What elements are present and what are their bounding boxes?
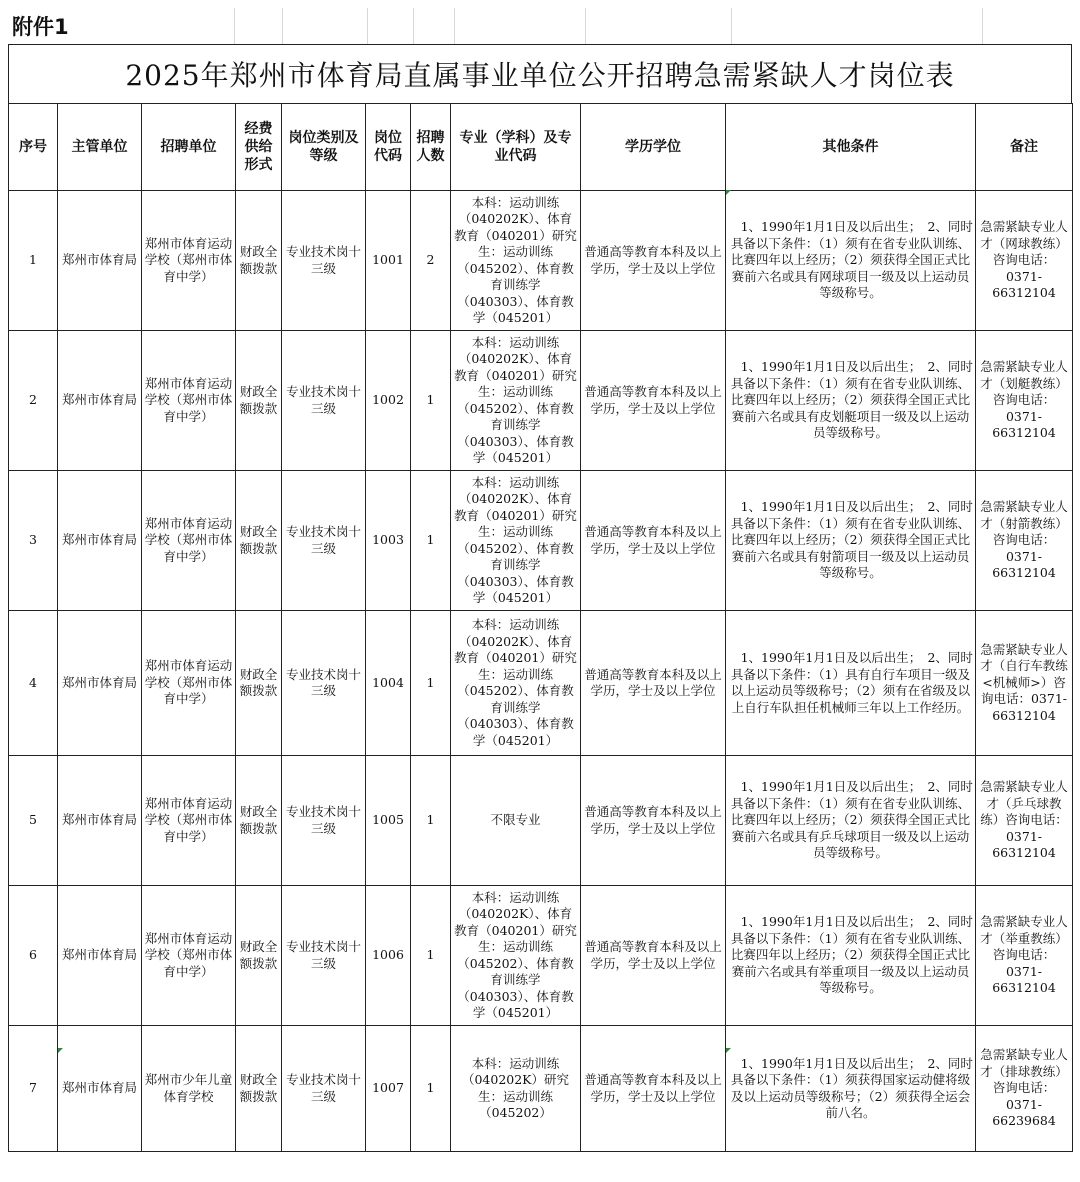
cell-education: 普通高等教育本科及以上学历，学士及以上学位 xyxy=(581,886,726,1026)
cell-major: 本科：运动训练（040202K）、体育教育（040201）研究生：运动训练（045202）、体育教育训练学（040303）、体育教学（045201） xyxy=(451,331,581,471)
table-row xyxy=(9,191,1073,331)
cell-conditions: 1、1990年1月1日及以后出生； 2、同时具备以下条件：（1）具有自行车项目一级及以上运动员等级称号；（2）须有在省级及以上自行车队担任机械师三年以上工作经历。 xyxy=(726,611,976,756)
header-row-gridlines xyxy=(8,8,1072,44)
page-title: 2025年郑州市体育局直属事业单位公开招聘急需紧缺人才岗位表 xyxy=(8,44,1072,103)
cell-authority: 郑州市体育局 xyxy=(58,191,142,331)
cell-major: 本科：运动训练（040202K）、体育教育（040201）研究生：运动训练（045202）、体育教育训练学（040303）、体育教学（045201） xyxy=(451,191,581,331)
cell-conditions: 1、1990年1月1日及以后出生； 2、同时具备以下条件：（1）须获得国家运动健将级及以上运动员等级称号；（2）须获得全运会前八名。 xyxy=(726,1026,976,1152)
header-funding: 经费供给形式 xyxy=(236,104,282,191)
cell-major: 本科：运动训练（040202K）、体育教育（040201）研究生：运动训练（045202）、体育教育训练学（040303）、体育教学（045201） xyxy=(451,886,581,1026)
cell-comment-marker xyxy=(58,1048,63,1053)
header-code: 岗位代码 xyxy=(366,104,411,191)
remark-title: 急需紧缺专业人才（划艇教练） xyxy=(980,359,1068,391)
remark-label: 咨询电话： xyxy=(992,1080,1056,1096)
cell-seq: 1 xyxy=(9,191,58,331)
table-row xyxy=(9,471,1073,611)
cell-funding: 财政全额拨款 xyxy=(236,886,282,1026)
cell-authority: 郑州市体育局 xyxy=(58,756,142,886)
cell-education: 普通高等教育本科及以上学历，学士及以上学位 xyxy=(581,471,726,611)
cell-conditions: 1、1990年1月1日及以后出生； 2、同时具备以下条件：（1）须有在省专业队训练、比赛四年以上经历；（2）须获得全国正式比赛前六名或具有乒乓球项目一级及以上运动员等级称号。 xyxy=(726,756,976,886)
cell-education: 普通高等教育本科及以上学历，学士及以上学位 xyxy=(581,756,726,886)
attachment-label-row xyxy=(8,8,1072,44)
remark-title: 急需紧缺专业人才（射箭教练） xyxy=(980,499,1068,531)
cell-remark xyxy=(976,756,1073,886)
remark-label: 咨询电话： xyxy=(992,532,1056,548)
cell-education: 普通高等教育本科及以上学历，学士及以上学位 xyxy=(581,191,726,331)
cell-code: 1004 xyxy=(366,611,411,756)
table-header-row xyxy=(9,104,1073,191)
header-count: 招聘人数 xyxy=(411,104,451,191)
cell-remark xyxy=(976,191,1073,331)
cell-funding: 财政全额拨款 xyxy=(236,756,282,886)
header-conditions: 其他条件 xyxy=(726,104,976,191)
cell-education: 普通高等教育本科及以上学历，学士及以上学位 xyxy=(581,1026,726,1152)
positions-table xyxy=(8,103,1073,1152)
remark-title: 急需紧缺专业人才（网球教练） xyxy=(980,219,1068,251)
cell-funding: 财政全额拨款 xyxy=(236,471,282,611)
spreadsheet-sheet xyxy=(8,8,1072,1152)
remark-phone: 0371-66312104 xyxy=(992,408,1056,441)
cell-conditions: 1、1990年1月1日及以后出生； 2、同时具备以下条件：（1）须有在省专业队训练、比赛四年以上经历；（2）须获得全国正式比赛前六名或具有网球项目一级及以上运动员等级称号。 xyxy=(726,191,976,331)
remark-phone: 0371-66312104 xyxy=(992,268,1056,301)
cell-authority: 郑州市体育局 xyxy=(58,611,142,756)
cell-code: 1006 xyxy=(366,886,411,1026)
header-seq: 序号 xyxy=(9,104,58,191)
remark-title: 急需紧缺专业人才（自行车教练<机械师>） xyxy=(980,641,1068,690)
header-authority: 主管单位 xyxy=(58,104,142,191)
cell-category: 专业技术岗十三级 xyxy=(282,191,366,331)
cell-seq: 7 xyxy=(9,1026,58,1152)
cell-code: 1003 xyxy=(366,471,411,611)
cell-unit: 郑州市体育运动学校（郑州市体育中学） xyxy=(142,756,236,886)
remark-label: 咨询电话： xyxy=(980,674,1066,707)
cell-major: 本科：运动训练（040202K）研究生：运动训练（045202） xyxy=(451,1026,581,1152)
cell-education: 普通高等教育本科及以上学历，学士及以上学位 xyxy=(581,611,726,756)
cell-seq: 5 xyxy=(9,756,58,886)
cell-major: 本科：运动训练（040202K）、体育教育（040201）研究生：运动训练（045202）、体育教育训练学（040303）、体育教学（045201） xyxy=(451,471,581,611)
header-unit: 招聘单位 xyxy=(142,104,236,191)
header-major: 专业（学科）及专业代码 xyxy=(451,104,581,191)
remark-phone: 0371-66312104 xyxy=(992,691,1068,723)
cell-funding: 财政全额拨款 xyxy=(236,1026,282,1152)
remark-phone: 0371-66239684 xyxy=(992,1096,1056,1129)
remark-label: 咨询电话： xyxy=(992,252,1056,268)
cell-count: 1 xyxy=(411,756,451,886)
cell-seq: 3 xyxy=(9,471,58,611)
cell-count: 1 xyxy=(411,1026,451,1152)
cell-authority: 郑州市体育局 xyxy=(58,471,142,611)
table-row xyxy=(9,756,1073,886)
remark-title: 急需紧缺专业人才（举重教练） xyxy=(980,914,1068,946)
cell-seq: 2 xyxy=(9,331,58,471)
cell-funding: 财政全额拨款 xyxy=(236,611,282,756)
cell-remark xyxy=(976,331,1073,471)
remark-label: 咨询电话： xyxy=(992,947,1056,963)
cell-seq: 6 xyxy=(9,886,58,1026)
remark-title: 急需紧缺专业人才（排球教练） xyxy=(980,1047,1068,1079)
cell-authority: 郑州市体育局 xyxy=(58,886,142,1026)
cell-conditions: 1、1990年1月1日及以后出生； 2、同时具备以下条件：（1）须有在省专业队训练、比赛四年以上经历；（2）须获得全国正式比赛前六名或具有举重项目一级及以上运动员等级称号。 xyxy=(726,886,976,1026)
cell-major: 不限专业 xyxy=(451,756,581,886)
cell-unit: 郑州市体育运动学校（郑州市体育中学） xyxy=(142,471,236,611)
cell-category: 专业技术岗十三级 xyxy=(282,611,366,756)
cell-funding: 财政全额拨款 xyxy=(236,331,282,471)
cell-count: 1 xyxy=(411,471,451,611)
cell-code: 1001 xyxy=(366,191,411,331)
cell-funding: 财政全额拨款 xyxy=(236,191,282,331)
cell-education: 普通高等教育本科及以上学历，学士及以上学位 xyxy=(581,331,726,471)
header-category: 岗位类别及等级 xyxy=(282,104,366,191)
cell-code: 1005 xyxy=(366,756,411,886)
cell-authority: 郑州市体育局 xyxy=(58,1026,142,1152)
cell-conditions: 1、1990年1月1日及以后出生； 2、同时具备以下条件：（1）须有在省专业队训练、比赛四年以上经历；（2）须获得全国正式比赛前六名或具有射箭项目一级及以上运动员等级称号。 xyxy=(726,471,976,611)
cell-count: 1 xyxy=(411,331,451,471)
cell-seq: 4 xyxy=(9,611,58,756)
table-row xyxy=(9,611,1073,756)
cell-remark xyxy=(976,886,1073,1026)
cell-comment-marker xyxy=(726,1048,731,1053)
cell-code: 1007 xyxy=(366,1026,411,1152)
cell-category: 专业技术岗十三级 xyxy=(282,471,366,611)
table-row xyxy=(9,1026,1073,1152)
cell-category: 专业技术岗十三级 xyxy=(282,886,366,1026)
remark-phone: 0371-66312104 xyxy=(992,828,1056,861)
table-row xyxy=(9,886,1073,1026)
cell-remark xyxy=(976,1026,1073,1152)
cell-count: 2 xyxy=(411,191,451,331)
cell-unit: 郑州市体育运动学校（郑州市体育中学） xyxy=(142,611,236,756)
cell-code: 1002 xyxy=(366,331,411,471)
cell-authority: 郑州市体育局 xyxy=(58,331,142,471)
remark-title: 急需紧缺专业人才（乒乓球教练） xyxy=(980,779,1068,828)
cell-unit: 郑州市体育运动学校（郑州市体育中学） xyxy=(142,331,236,471)
cell-unit: 郑州市体育运动学校（郑州市体育中学） xyxy=(142,886,236,1026)
table-row xyxy=(9,331,1073,471)
cell-major: 本科：运动训练（040202K）、体育教育（040201）研究生：运动训练（045202）、体育教育训练学（040303）、体育教学（045201） xyxy=(451,611,581,756)
cell-remark xyxy=(976,611,1073,756)
remark-label: 咨询电话： xyxy=(1005,812,1068,828)
cell-count: 1 xyxy=(411,886,451,1026)
remark-phone: 0371-66312104 xyxy=(992,963,1056,996)
cell-count: 1 xyxy=(411,611,451,756)
cell-category: 专业技术岗十三级 xyxy=(282,756,366,886)
cell-conditions: 1、1990年1月1日及以后出生； 2、同时具备以下条件：（1）须有在省专业队训练、比赛四年以上经历；（2）须获得全国正式比赛前六名或具有皮划艇项目一级及以上运动员等级称号。 xyxy=(726,331,976,471)
cell-category: 专业技术岗十三级 xyxy=(282,331,366,471)
cell-remark xyxy=(976,471,1073,611)
remark-label: 咨询电话： xyxy=(992,392,1056,408)
header-education: 学历学位 xyxy=(581,104,726,191)
remark-phone: 0371-66312104 xyxy=(992,548,1056,581)
attachment-label: 附件1 xyxy=(12,15,69,39)
cell-unit: 郑州市体育运动学校（郑州市体育中学） xyxy=(142,191,236,331)
cell-category: 专业技术岗十三级 xyxy=(282,1026,366,1152)
header-remark: 备注 xyxy=(976,104,1073,191)
cell-unit: 郑州市少年儿童体育学校 xyxy=(142,1026,236,1152)
cell-comment-marker xyxy=(726,190,731,195)
